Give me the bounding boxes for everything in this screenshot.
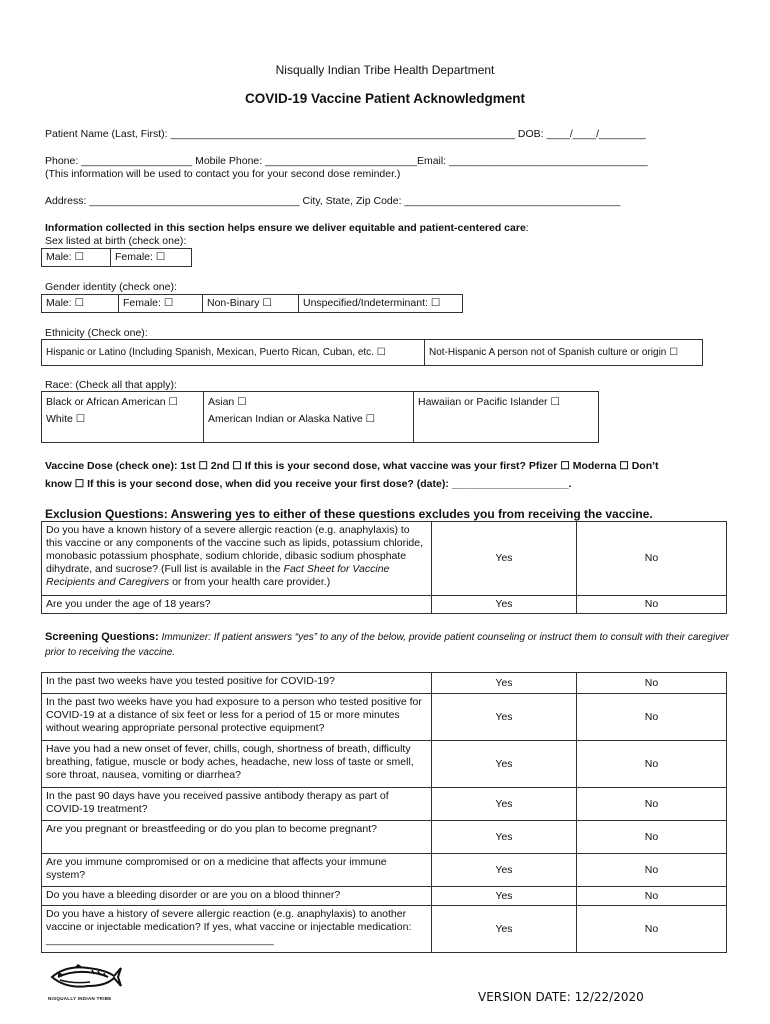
screening-question-3: Have you had a new onset of fever, chills, cough, shortness of breath, difficulty breathing, fatigue, muscle or body aches, headache, new loss of taste or smell, sore throat, nausea, vomiting or diarrhea?	[42, 741, 432, 788]
salmon-logo-icon	[48, 962, 123, 992]
exclusion-question-allergy	[42, 522, 432, 596]
screening-question-1: In the past two weeks have you tested positive for COVID-19?	[42, 673, 432, 694]
vaccine-dose-line-1[interactable]: Vaccine Dose (check one): 1st ☐ 2nd ☐ If this is your second dose, what vaccine was your first? Pfizer ☐ Moderna ☐ Don’t	[45, 460, 659, 472]
sex-female-option[interactable]: Female: ☐	[111, 249, 192, 267]
screening-q6-yes[interactable]: Yes	[432, 854, 577, 887]
patient-name-dob-line[interactable]: Patient Name (Last, First): ___________________________________________________________ DOB: ____/____/________	[45, 128, 646, 140]
org-name: Nisqually Indian Tribe Health Department	[275, 63, 495, 77]
screening-q7-yes[interactable]: Yes	[432, 887, 577, 906]
vaccine-dose-line-2[interactable]: know ☐ If this is your second dose, when did you receive your first dose? (date): ____________________.	[45, 478, 572, 490]
exclusion-q1-text-b: or from your health care provider.)	[169, 576, 331, 588]
race-col-3	[414, 392, 599, 443]
info-heading-text: Information collected in this section helps ensure we deliver equitable and patient-centered care	[45, 222, 526, 234]
gender-nonbinary-option[interactable]: Non-Binary ☐	[203, 295, 299, 313]
info-heading	[45, 222, 529, 234]
screening-q4-no[interactable]: No	[577, 788, 727, 821]
gender-female-option[interactable]: Female: ☐	[119, 295, 203, 313]
screening-q3-no[interactable]: No	[577, 741, 727, 788]
gender-unspecified-option[interactable]: Unspecified/Indeterminant: ☐	[299, 295, 463, 313]
screening-q5-no[interactable]: No	[577, 821, 727, 854]
screening-heading	[45, 630, 730, 660]
screening-q7-no[interactable]: No	[577, 887, 727, 906]
info-heading-colon: :	[525, 222, 529, 234]
race-table	[41, 391, 599, 443]
sex-table	[41, 248, 192, 267]
exclusion-q1-yes[interactable]: Yes	[432, 522, 577, 596]
screening-q3-yes[interactable]: Yes	[432, 741, 577, 788]
phone-note: (This information will be used to contact you for your second dose reminder.)	[45, 168, 401, 180]
ethnicity-hispanic-option[interactable]: Hispanic or Latino (Including Spanish, Mexican, Puerto Rican, Cuban, etc. ☐	[42, 340, 425, 366]
race-hawaiian-option[interactable]: Hawaiian or Pacific Islander ☐	[418, 396, 560, 408]
page-title: COVID-19 Vaccine Patient Acknowledgment	[244, 91, 526, 106]
screening-question-4: In the past 90 days have you received passive antibody therapy as part of COVID-19 treatment?	[42, 788, 432, 821]
race-white-option[interactable]: White ☐	[46, 413, 86, 425]
screening-heading-title: Screening Questions:	[45, 631, 159, 643]
race-asian-option[interactable]: Asian ☐	[208, 396, 247, 408]
gender-male-option[interactable]: Male: ☐	[42, 295, 119, 313]
logo-caption: NISQUALLY INDIAN TRIBE	[48, 996, 112, 1001]
screening-question-7: Do you have a bleeding disorder or are you on a blood thinner?	[42, 887, 432, 906]
race-black-option[interactable]: Black or African American ☐	[46, 396, 178, 408]
race-label: Race: (Check all that apply):	[45, 379, 177, 391]
exclusion-q2-yes[interactable]: Yes	[432, 596, 577, 614]
screening-q5-yes[interactable]: Yes	[432, 821, 577, 854]
screening-question-5: Are you pregnant or breastfeeding or do you plan to become pregnant?	[42, 821, 432, 854]
screening-q8-no[interactable]: No	[577, 906, 727, 953]
fact-sheet-title: Fact Sheet for Vaccine Recipients and Caregivers	[46, 563, 390, 588]
ethnicity-not-hispanic-option[interactable]: Not-Hispanic A person not of Spanish culture or origin ☐	[425, 340, 703, 366]
screening-question-8: Do you have a history of severe allergic reaction (e.g. anaphylaxis) to another vaccine or injectable medication? If yes, what vaccine or injectable medication: _______________________________________	[42, 906, 432, 953]
screening-q6-no[interactable]: No	[577, 854, 727, 887]
screening-q2-no[interactable]: No	[577, 694, 727, 741]
address-line[interactable]: Address: ____________________________________ City, State, Zip Code: _____________________________________	[45, 195, 621, 207]
exclusion-table	[41, 521, 727, 614]
race-american-indian-option[interactable]: American Indian or Alaska Native ☐	[208, 413, 375, 425]
phone-email-line[interactable]: Phone: ___________________ Mobile Phone: __________________________Email: __________________________________	[45, 155, 648, 167]
gender-label: Gender identity (check one):	[45, 281, 177, 293]
screening-question-2: In the past two weeks have you had exposure to a person who tested positive for COVID-19 at a distance of six feet or less for a period of 15 or more minutes without wearing appropriate personal protective equipment?	[42, 694, 432, 741]
exclusion-question-age: Are you under the age of 18 years?	[42, 596, 432, 614]
sex-label: Sex listed at birth (check one):	[45, 235, 187, 247]
screening-table	[41, 672, 727, 953]
screening-q1-no[interactable]: No	[577, 673, 727, 694]
screening-q8-yes[interactable]: Yes	[432, 906, 577, 953]
screening-q1-yes[interactable]: Yes	[432, 673, 577, 694]
sex-male-option[interactable]: Male: ☐	[42, 249, 111, 267]
screening-instructions: Immunizer: If patient answers “yes” to any of the below, provide patient counseling or instruct them to consult with their caregiver prior to receiving the vaccine.	[45, 632, 729, 658]
exclusion-q1-text-a: Do you have a known history of a severe allergic reaction (e.g. anaphylaxis) to this vaccine or any components of the vaccine such as lipids, potassium chloride, monobasic potassium phosphate, sodium chloride, dibasic sodium phosphate dihydrate, and sucrose? (Full list is available in the	[46, 524, 424, 575]
race-col-1	[42, 392, 204, 443]
race-col-2	[204, 392, 414, 443]
gender-table	[41, 294, 463, 313]
exclusion-heading: Exclusion Questions: Answering yes to either of these questions excludes you from receiving the vaccine.	[45, 507, 653, 521]
exclusion-q2-no[interactable]: No	[577, 596, 727, 614]
exclusion-q1-no[interactable]: No	[577, 522, 727, 596]
tribe-logo	[48, 962, 123, 1002]
ethnicity-label: Ethnicity (Check one):	[45, 327, 148, 339]
screening-question-6: Are you immune compromised or on a medicine that affects your immune system?	[42, 854, 432, 887]
screening-q4-yes[interactable]: Yes	[432, 788, 577, 821]
ethnicity-table	[41, 339, 703, 366]
screening-q2-yes[interactable]: Yes	[432, 694, 577, 741]
version-date: VERSION DATE: 12/22/2020	[478, 990, 644, 1004]
